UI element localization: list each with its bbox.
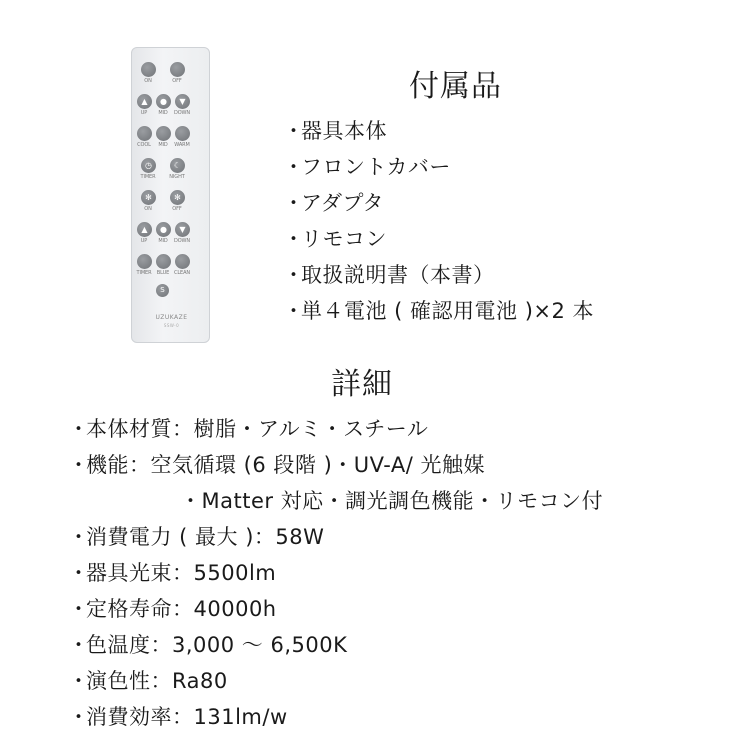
detail-text: 演色性：Ra80 — [86, 669, 228, 693]
remote-label: OFF — [172, 206, 182, 212]
remote-fan-on-button: ✻ — [141, 190, 156, 205]
remote-label: TIMER — [140, 174, 156, 180]
remote-label: WARM — [174, 142, 190, 148]
detail-text: ・Matter 対応・調光調色機能・リモコン付 — [180, 489, 604, 513]
remote-row-fan-speed — [132, 222, 211, 252]
detail-item — [68, 631, 347, 659]
bullet: ・ — [283, 263, 305, 287]
detail-item — [68, 667, 228, 695]
remote-timer-button — [137, 254, 152, 269]
remote-label: DOWN — [173, 110, 191, 116]
accessory-item — [283, 117, 387, 145]
remote-label: MID — [158, 142, 168, 148]
detail-text: 色温度：3,000 ～ 6,500K — [86, 633, 348, 657]
remote-label: ON — [144, 206, 152, 212]
remote-down-button: ▼ — [175, 222, 190, 237]
detail-item — [68, 595, 277, 623]
detail-text: 消費電力 ( 最大 )：58W — [86, 525, 325, 549]
remote-label: TIMER — [136, 270, 152, 276]
remote-mid-button — [156, 126, 171, 141]
remote-label: CLEAN — [173, 270, 191, 276]
remote-mid-button: ● — [156, 94, 171, 109]
remote-label: OFF — [172, 78, 182, 84]
accessory-item — [283, 297, 594, 325]
bullet: ・ — [283, 155, 305, 179]
remote-off-button — [170, 62, 185, 77]
accessory-text: フロントカバー — [301, 155, 451, 179]
detail-item — [68, 559, 276, 587]
remote-brand: UZUKAZE — [155, 314, 188, 321]
remote-model: SSW-0 — [163, 323, 180, 328]
remote-fan-off-button: ✻ — [170, 190, 185, 205]
detail-item-continuation — [180, 487, 603, 515]
bullet: ・ — [283, 299, 305, 323]
detail-text: 本体材質：樹脂・アルミ・スチール — [86, 417, 429, 441]
remote-row-timer — [132, 158, 211, 188]
accessory-item — [283, 153, 451, 181]
remote-label: MID — [158, 110, 168, 116]
detail-item — [68, 415, 428, 443]
remote-blue-button — [156, 254, 171, 269]
bullet: ・ — [68, 525, 90, 549]
remote-row-fan — [132, 190, 211, 220]
accessory-text: アダプタ — [301, 191, 385, 215]
remote-on-button — [141, 62, 156, 77]
details-title: 詳細 — [331, 367, 393, 402]
accessory-text: 取扱説明書（本書） — [301, 263, 495, 287]
remote-s-button: S — [156, 284, 169, 297]
remote-night-button: ☾ — [170, 158, 185, 173]
remote-label: MID — [158, 238, 168, 244]
accessory-text: 器具本体 — [301, 119, 387, 143]
remote-cool-button — [137, 126, 152, 141]
remote-row-modes — [132, 254, 211, 284]
bullet: ・ — [68, 561, 90, 585]
remote-clean-button — [175, 254, 190, 269]
remote-label: UP — [140, 238, 148, 244]
detail-item — [68, 703, 288, 731]
remote-up-button: ▲ — [137, 94, 152, 109]
accessory-item — [283, 189, 384, 217]
detail-text: 器具光束：5500lm — [86, 561, 277, 585]
bullet: ・ — [68, 597, 90, 621]
detail-text: 定格寿命：40000h — [86, 597, 277, 621]
remote-label: UP — [140, 110, 148, 116]
remote-mid-button: ● — [156, 222, 171, 237]
bullet: ・ — [68, 453, 90, 477]
bullet: ・ — [68, 705, 90, 729]
bullet: ・ — [283, 227, 305, 251]
remote-row-power — [132, 62, 211, 92]
remote-warm-button — [175, 126, 190, 141]
remote-timer-button: ◷ — [141, 158, 156, 173]
accessory-text: リモコン — [301, 227, 387, 251]
detail-text: 機能：空気循環 (6 段階 )・UV-A/ 光触媒 — [86, 453, 486, 477]
accessory-item — [283, 225, 387, 253]
bullet: ・ — [68, 669, 90, 693]
remote-label: DOWN — [173, 238, 191, 244]
bullet: ・ — [283, 119, 305, 143]
bullet: ・ — [283, 191, 305, 215]
remote-label: ON — [144, 78, 152, 84]
bullet: ・ — [68, 417, 90, 441]
detail-text: 消費効率：131lm/w — [86, 705, 288, 729]
bullet: ・ — [68, 633, 90, 657]
accessory-item — [283, 261, 495, 289]
remote-row-s — [132, 284, 211, 314]
detail-item — [68, 451, 485, 479]
remote-control-image — [131, 47, 210, 343]
remote-label: COOL — [137, 142, 151, 148]
remote-label: NIGHT — [169, 174, 185, 180]
accessory-text: 単４電池 ( 確認用電池 )×2 本 — [301, 299, 595, 323]
accessories-title: 付属品 — [409, 69, 502, 104]
remote-up-button: ▲ — [137, 222, 152, 237]
remote-label: BLUE — [156, 270, 170, 276]
remote-row-color — [132, 126, 211, 156]
remote-row-brightness — [132, 94, 211, 124]
remote-down-button: ▼ — [175, 94, 190, 109]
detail-item — [68, 523, 324, 551]
